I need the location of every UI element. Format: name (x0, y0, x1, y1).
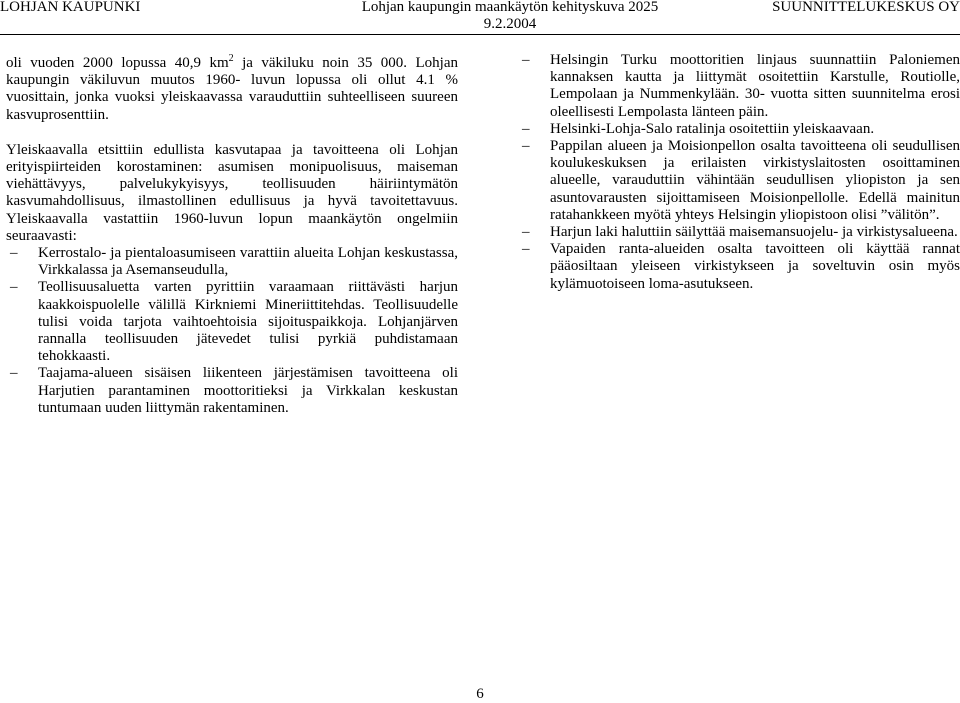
list-item (520, 138, 960, 224)
dash-marker: – (522, 224, 530, 241)
list-item (520, 52, 960, 121)
list-item (6, 279, 458, 365)
paragraph-gap (6, 124, 458, 142)
list-item (520, 224, 960, 241)
left-bullet-list (6, 245, 458, 417)
superscript: 2 (228, 53, 234, 64)
header-rule (0, 34, 960, 35)
list-item-text: Harjun laki haluttiin säilyttää maisemansuojelu- ja virkistysalueena. (550, 224, 958, 241)
header-document-title (330, 0, 690, 33)
header-company: SUUNNITTELUKESKUS OY (772, 0, 960, 15)
list-item-text: Kerrostalo- ja pientaloasumiseen varattiin alueita Lohjan keskustassa, Virkkalassa ja Asemanseudulla, (38, 245, 458, 279)
dash-marker: – (10, 245, 18, 262)
dash-marker: – (522, 241, 530, 258)
dash-marker: – (10, 365, 18, 382)
header-title: Lohjan kaupungin maankäytön kehityskuva 2025 (361, 0, 659, 15)
list-item-text: Helsinki-Lohja-Salo ratalinja osoitettiin yleiskaavaan. (550, 120, 875, 137)
dash-marker: – (522, 120, 530, 137)
right-column (520, 52, 960, 293)
list-item-text: Pappilan alueen ja Moisionpellon osalta tavoitteena oli seudullisen koulukeskuksen ja erilaisten virkistyslaitosten osoittaminen alueelle, varauduttiin vähintään seudullisen yliopiston ja sen asuntovarausten sijoittamiseen Moisionpellolle. Edellä mainitun ratahankkeen myötä yhteys Helsingin yliopistoon olisi ”välitön”. (550, 138, 960, 223)
dash-marker: – (522, 138, 530, 155)
right-bullet-list (520, 52, 960, 293)
page-number: 6 (476, 686, 484, 702)
list-item (520, 241, 960, 293)
left-column (6, 50, 458, 417)
list-item (520, 121, 960, 138)
dash-marker: – (522, 52, 530, 68)
list-item-text: Vapaiden ranta-alueiden osalta tavoitteen oli käyttää rannat pääosiltaan yleiseen virkistykseen ja soveltuvin osin myös kylämuotoiseen loma-asutukseen. (550, 241, 960, 292)
list-item-text: Helsingin Turku moottoritien linjaus suunnattiin Paloniemen kannaksen kautta ja liittymät osoitettiin Karstulle, Routiolle, Lempolaan ja Nummenkylään. 30- vuotta sitten suunnitelma erosi oleellisesti Lempolasta länteen päin. (550, 52, 960, 120)
paragraph-intro: oli vuoden 2000 lopussa 40,9 $km^2$ ja väkiluku noin 35 000. Lohjan kaupungin väkiluvun muutos 1960- luvun lopussa oli ollut 4.1 % vuosittain, jonka vuoksi yleiskaavassa varauduttiin suhteelliseen suureen kasvuprosenttiin. (6, 53, 458, 123)
list-item-text: Teollisuusaluetta varten pyrittiin varaamaan riittävästi harjun kaakkoispuolelle välillä Kirkniemi Mineriittitehdas. Teollisuudelle tulisi voida tarjota vaihtoehtoisia sijoituspaikkoja. Lohjanjärven rannalla teollisuuden jätevedet tulisi pyrkiä puhdistamaan tehokkaasti. (38, 279, 458, 365)
list-item (6, 365, 458, 417)
dash-marker: – (10, 279, 18, 296)
header-date: 9.2.2004 (483, 16, 537, 32)
paragraph-master-plan: Yleiskaavalla etsittiin edullista kasvutapaa ja tavoitteena oli Lohjan erityispiirteiden korostaminen: asumisen monipuolisuus, maiseman viehättävyys, palvelukykyisyys, teollisuuden häiriintymätön kasvumahdollisuus, ilmastollinen edullisuus ja hyvä tavoitettavuus. Yleiskaavalla vastattiin 1960-luvun lopun maankäytön ongelmiin seuraavasti: (6, 141, 458, 244)
header-organization: LOHJAN KAUPUNKI (0, 0, 141, 15)
list-item-text: Taajama-alueen sisäisen liikenteen järjestämisen tavoitteena oli Harjutien parantaminen moottoritieksi ja Virkkalan keskustan tuntumaan uuden liittymän rakentaminen. (38, 365, 458, 416)
list-item (6, 245, 458, 279)
